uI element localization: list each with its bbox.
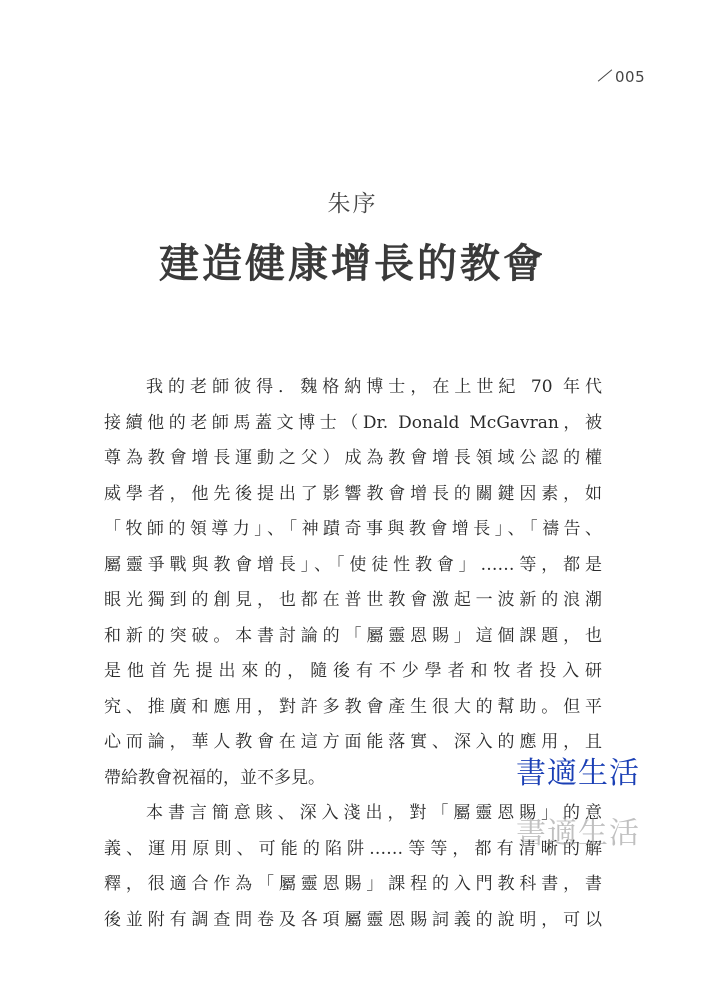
body-line: 是他首先提出來的，隨後有不少學者和牧者投入研 (104, 661, 602, 681)
body-line: 義、運用原則、可能的陷阱……等等，都有清晰的解 (104, 838, 602, 859)
body-line: 和新的突破。本書討論的「屬靈恩賜」這個課題，也 (104, 625, 602, 646)
preface-label: 朱序 (327, 191, 378, 217)
body-text (104, 370, 602, 938)
watermark: 書適生活 (516, 756, 640, 791)
page-number-value: 005 (615, 68, 646, 86)
body-line: 釋，很適合作為「屬靈恩賜」課程的入門教科書，書 (104, 874, 602, 894)
body-line: 威學者，他先後提出了影響教會增長的關鍵因素，如 (104, 483, 602, 504)
body-line: 本書言簡意賅、深入淺出，對「屬靈恩賜」的意 (146, 803, 602, 823)
body-line: 帶給教會祝福的，並不多見。 (104, 767, 325, 788)
body-line: 接續他的老師馬蓋文博士（Dr. Donald McGavran，被 (104, 412, 602, 433)
body-line: 眼光獨到的創見，也都在普世教會激起一波新的浪潮 (104, 590, 602, 610)
body-line: 後並附有調查問卷及各項屬靈恩賜詞義的說明，可以 (104, 909, 602, 930)
body-line: 心而論，華人教會在這方面能落實、深入的應用，且 (104, 732, 602, 752)
page-number (596, 68, 645, 86)
body-line: 尊為教會增長運動之父）成為教會增長領域公認的權 (104, 448, 602, 468)
watermark-ghost: 書適生活 (516, 816, 640, 851)
page-number-slash (598, 69, 612, 81)
body-line: 究、推廣和應用，對許多教會產生很大的幫助。但平 (104, 696, 602, 717)
body-line: 我的老師彼得．魏格納博士，在上世紀 70 年代 (146, 377, 602, 397)
body-line: 屬靈爭戰與教會增長」、「使徒性教會」……等，都是 (104, 554, 602, 575)
body-line: 「牧師的領導力」、「神蹟奇事與教會增長」、「禱告、 (104, 519, 602, 539)
page-title: 建造健康增長的教會 (159, 240, 546, 287)
